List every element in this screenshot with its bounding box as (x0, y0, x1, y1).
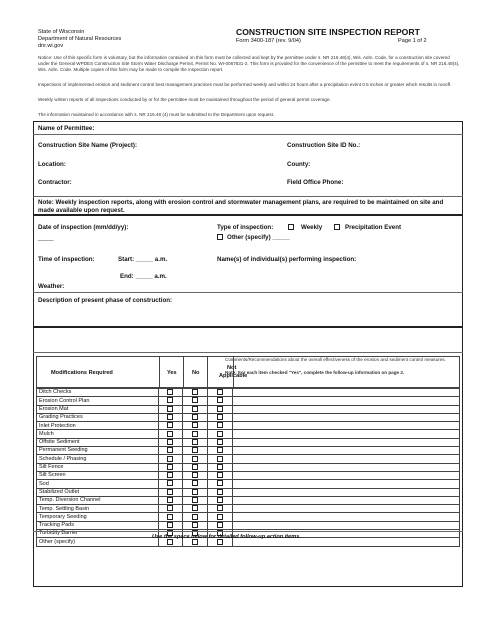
cell-yes (158, 405, 183, 413)
no-checkbox[interactable] (192, 456, 198, 462)
table-row (37, 471, 460, 479)
comments-cell[interactable] (233, 513, 460, 521)
comments-cell[interactable] (233, 505, 460, 513)
inspection-requirement-paragraph: Inspections of implemented erosion and sediment control best management practices must be performed weekly and within 24 hours after a precipitation event 0.5 inches or greater which results in runoff. (38, 82, 452, 87)
no-checkbox[interactable] (192, 472, 198, 478)
weather-field[interactable]: Weather: (38, 283, 65, 290)
table-row (37, 405, 460, 413)
yes-checkbox[interactable] (167, 397, 173, 403)
cell-no (183, 521, 208, 529)
checklist-item-label: Sod (37, 480, 159, 488)
comments-cell[interactable] (233, 447, 460, 455)
followup-instruction: Use the space below for detailed follow-up action items. (152, 534, 301, 540)
na-checkbox[interactable] (217, 397, 223, 403)
site-id-field[interactable]: Construction Site ID No.: (287, 142, 361, 149)
cell-na (207, 438, 232, 446)
cell-na (207, 505, 232, 513)
checklist-item-label: Erosion Mat (37, 405, 159, 413)
table-row (37, 455, 460, 463)
reports-requirement-paragraph: Weekly written reports of all inspections conducted by or for the permittee must be maintained throughout the period of general permit coverage. (38, 97, 331, 102)
cell-yes (158, 430, 183, 438)
checklist-item-label: Other (specify) (37, 538, 159, 546)
comments-cell[interactable] (233, 422, 460, 430)
end-time-field[interactable]: End: _____ a.m. (120, 273, 167, 280)
table-row (37, 397, 460, 405)
field-office-phone-field[interactable]: Field Office Phone: (287, 179, 344, 186)
cell-yes (158, 447, 183, 455)
cell-no (183, 447, 208, 455)
cell-no (183, 463, 208, 471)
checklist-item-label: Grading Practices (37, 413, 159, 421)
table-row (37, 480, 460, 488)
table-row (37, 389, 460, 397)
checklist-item-label: Erosion Control Plan (37, 397, 159, 405)
cell-na (207, 430, 232, 438)
no-checkbox[interactable] (192, 414, 198, 420)
contractor-field[interactable]: Contractor: (38, 179, 72, 186)
checklist-item-label: Turbidity Barrier (37, 530, 159, 538)
na-checkbox[interactable] (217, 439, 223, 445)
na-checkbox[interactable] (217, 414, 223, 420)
yes-checkbox[interactable] (167, 522, 173, 528)
submission-paragraph: The information maintained in accordance with s. NR 216.48 (4) must be submitted to the Department upon request. (38, 112, 275, 117)
inspection-details-box (33, 215, 463, 327)
comments-cell[interactable] (233, 463, 460, 471)
yes-checkbox[interactable] (167, 431, 173, 437)
na-checkbox[interactable] (217, 389, 223, 395)
comments-cell[interactable] (233, 455, 460, 463)
comments-cell[interactable] (233, 397, 460, 405)
checklist-item-label: Permanent Seeding (37, 447, 159, 455)
cell-na (207, 488, 232, 496)
no-checkbox[interactable] (192, 464, 198, 470)
cell-na (207, 471, 232, 479)
na-checkbox[interactable] (217, 472, 223, 478)
comments-cell[interactable] (233, 480, 460, 488)
comments-cell[interactable] (233, 471, 460, 479)
cell-no (183, 455, 208, 463)
cell-na (207, 422, 232, 430)
cell-no (183, 397, 208, 405)
yes-checkbox[interactable] (167, 447, 173, 453)
weekly-checkbox[interactable] (288, 224, 294, 230)
cell-na (207, 463, 232, 471)
na-checkbox[interactable] (217, 489, 223, 495)
comments-header: Comments/Recommendations about the overall effectiveness of the erosion and sediment control measures. (225, 357, 446, 362)
col-applicable: Applicable (219, 373, 248, 379)
county-field[interactable]: County: (287, 161, 311, 168)
no-checkbox[interactable] (192, 522, 198, 528)
time-of-inspection-label: Time of inspection: (38, 256, 95, 263)
other-type-label[interactable]: Other (specify) _____ (227, 234, 290, 241)
col-modifications: Modifications Required (51, 370, 113, 376)
yes-checkbox[interactable] (167, 389, 173, 395)
agency-website: dnr.wi.gov (38, 43, 64, 49)
na-checkbox[interactable] (217, 447, 223, 453)
cell-na (207, 405, 232, 413)
comments-cell[interactable] (233, 488, 460, 496)
cell-yes (158, 438, 183, 446)
cell-yes (158, 422, 183, 430)
other-type-checkbox[interactable] (217, 234, 223, 240)
inspection-date-field[interactable]: _____ (38, 236, 54, 242)
inspection-date-label: Date of inspection (mm/dd/yy): (38, 224, 129, 231)
no-checkbox[interactable] (192, 480, 198, 486)
cell-na (207, 521, 232, 529)
checklist-item-label: Mulch (37, 430, 159, 438)
table-row (37, 422, 460, 430)
cell-na (207, 397, 232, 405)
no-checkbox[interactable] (192, 447, 198, 453)
table-row (37, 488, 460, 496)
comments-cell[interactable] (233, 430, 460, 438)
cell-no (183, 438, 208, 446)
cell-no (183, 413, 208, 421)
notice-paragraph: Notice: Use of this specific form is voluntary, but the information contained on this form must be collected and kept by the permittee under s. NR 216.48(4), Wis. Adm. Code, for a construction site covered under the General WPDES Construction Site Storm Water Discharge Permit, Permit No. WI-0067831-2. This form is provided for the convenience of the permittee to meet the requirements of s. NR 216.48(4), Wis. Adm. Code. Multiple copies of this form may be made to compile the inspection report. (38, 55, 460, 72)
inspectors-field[interactable]: Name(s) of individual(s) performing inspection: (217, 256, 357, 263)
page-number: Page 1 of 2 (398, 38, 427, 44)
na-checkbox[interactable] (217, 497, 223, 503)
weekly-label: Weekly (301, 224, 323, 231)
na-checkbox[interactable] (217, 431, 223, 437)
na-checkbox[interactable] (217, 480, 223, 486)
cell-yes (158, 521, 183, 529)
form-number: Form 3400-187 (rev. 9/04) (236, 38, 301, 44)
yes-checkbox[interactable] (167, 414, 173, 420)
cell-na (207, 496, 232, 504)
na-checkbox[interactable] (217, 406, 223, 412)
cell-yes (158, 471, 183, 479)
precipitation-checkbox[interactable] (334, 224, 340, 230)
checklist-item-label: Temporary Seeding (37, 513, 159, 521)
no-checkbox[interactable] (192, 431, 198, 437)
yes-checkbox[interactable] (167, 464, 173, 470)
comments-cell[interactable] (233, 413, 460, 421)
cell-no (183, 471, 208, 479)
yes-checkbox[interactable] (167, 472, 173, 478)
cell-na (207, 389, 232, 397)
yes-checkbox[interactable] (167, 514, 173, 520)
table-row (37, 463, 460, 471)
col-not: Not (227, 365, 237, 371)
no-checkbox[interactable] (192, 406, 198, 412)
table-row (37, 513, 460, 521)
cell-no (183, 430, 208, 438)
yes-checkbox[interactable] (167, 456, 173, 462)
na-checkbox[interactable] (217, 505, 223, 511)
checklist-item-label: Silt Fence (37, 463, 159, 471)
cell-no (183, 422, 208, 430)
no-checkbox[interactable] (192, 497, 198, 503)
cell-na (207, 480, 232, 488)
inspection-type-label: Type of inspection: (217, 224, 274, 231)
yes-checkbox[interactable] (167, 489, 173, 495)
permittee-field[interactable]: Name of Permittee: (38, 125, 95, 132)
table-row (37, 521, 460, 529)
checklist-item-label: Silt Screen (37, 471, 159, 479)
cell-no (183, 496, 208, 504)
agency-department: Department of Natural Resources (38, 36, 122, 42)
table-row (37, 438, 460, 446)
checklist-item-label: Tracking Pads (37, 521, 159, 529)
yes-checkbox[interactable] (167, 406, 173, 412)
checklist-item-label: Stabilized Outlet (37, 488, 159, 496)
checklist-item-label: Offsite Sediment (37, 438, 159, 446)
no-checkbox[interactable] (192, 397, 198, 403)
cell-yes (158, 413, 183, 421)
checklist-header (36, 356, 460, 388)
table-row (37, 447, 460, 455)
no-checkbox[interactable] (192, 489, 198, 495)
no-checkbox[interactable] (192, 514, 198, 520)
agency-state: State of Wisconsin (38, 29, 85, 35)
construction-phase-field[interactable]: Description of present phase of construction: (38, 297, 173, 304)
cell-no (183, 505, 208, 513)
cell-na (207, 455, 232, 463)
checklist-table (36, 388, 460, 547)
comments-cell[interactable] (233, 438, 460, 446)
yes-checkbox[interactable] (167, 480, 173, 486)
cell-yes (158, 397, 183, 405)
cell-no (183, 389, 208, 397)
cell-na (207, 413, 232, 421)
comments-note: Note: For each item checked "Yes", complete the follow-up information on page 2. (225, 370, 405, 375)
yes-checkbox[interactable] (167, 497, 173, 503)
comments-cell[interactable] (233, 389, 460, 397)
na-checkbox[interactable] (217, 522, 223, 528)
no-checkbox[interactable] (192, 389, 198, 395)
yes-checkbox[interactable] (167, 422, 173, 428)
no-checkbox[interactable] (192, 422, 198, 428)
comments-cell[interactable] (233, 496, 460, 504)
cell-yes (158, 513, 183, 521)
na-checkbox[interactable] (217, 422, 223, 428)
table-row (37, 413, 460, 421)
checklist-item-label: Temp. Diversion Channel (37, 496, 159, 504)
na-checkbox[interactable] (217, 514, 223, 520)
checklist-item-label: Schedule / Phasing (37, 455, 159, 463)
cell-yes (158, 455, 183, 463)
cell-no (183, 488, 208, 496)
cell-yes (158, 463, 183, 471)
table-row (37, 430, 460, 438)
checklist-item-label: Inlet Protection (37, 422, 159, 430)
yes-checkbox[interactable] (167, 505, 173, 511)
comments-cell[interactable] (233, 405, 460, 413)
col-yes: Yes (167, 370, 177, 376)
cell-yes (158, 496, 183, 504)
col-no: No (192, 370, 200, 376)
na-checkbox[interactable] (217, 464, 223, 470)
yes-checkbox[interactable] (167, 439, 173, 445)
site-name-field[interactable]: Construction Site Name (Project): (38, 142, 138, 149)
precipitation-label: Precipitation Event (345, 224, 402, 231)
table-row (37, 496, 460, 504)
cell-yes (158, 505, 183, 513)
cell-yes (158, 480, 183, 488)
location-field[interactable]: Location: (38, 161, 66, 168)
note-text: Note: Weekly inspection reports, along with erosion control and stormwater management plans, are required to be maintained on site and made available upon request. (38, 199, 444, 214)
cell-no (183, 480, 208, 488)
cell-no (183, 513, 208, 521)
no-checkbox[interactable] (192, 439, 198, 445)
cell-yes (158, 488, 183, 496)
comments-cell[interactable] (233, 521, 460, 529)
start-time-field[interactable]: Start: _____ a.m. (118, 256, 168, 263)
cell-no (183, 405, 208, 413)
no-checkbox[interactable] (192, 505, 198, 511)
checklist-item-label: Temp. Settling Basin (37, 505, 159, 513)
report-title: CONSTRUCTION SITE INSPECTION REPORT (236, 27, 420, 37)
na-checkbox[interactable] (217, 456, 223, 462)
table-row (37, 505, 460, 513)
checklist-item-label: Ditch Checks (37, 389, 159, 397)
cell-na (207, 513, 232, 521)
cell-yes (158, 389, 183, 397)
cell-na (207, 447, 232, 455)
